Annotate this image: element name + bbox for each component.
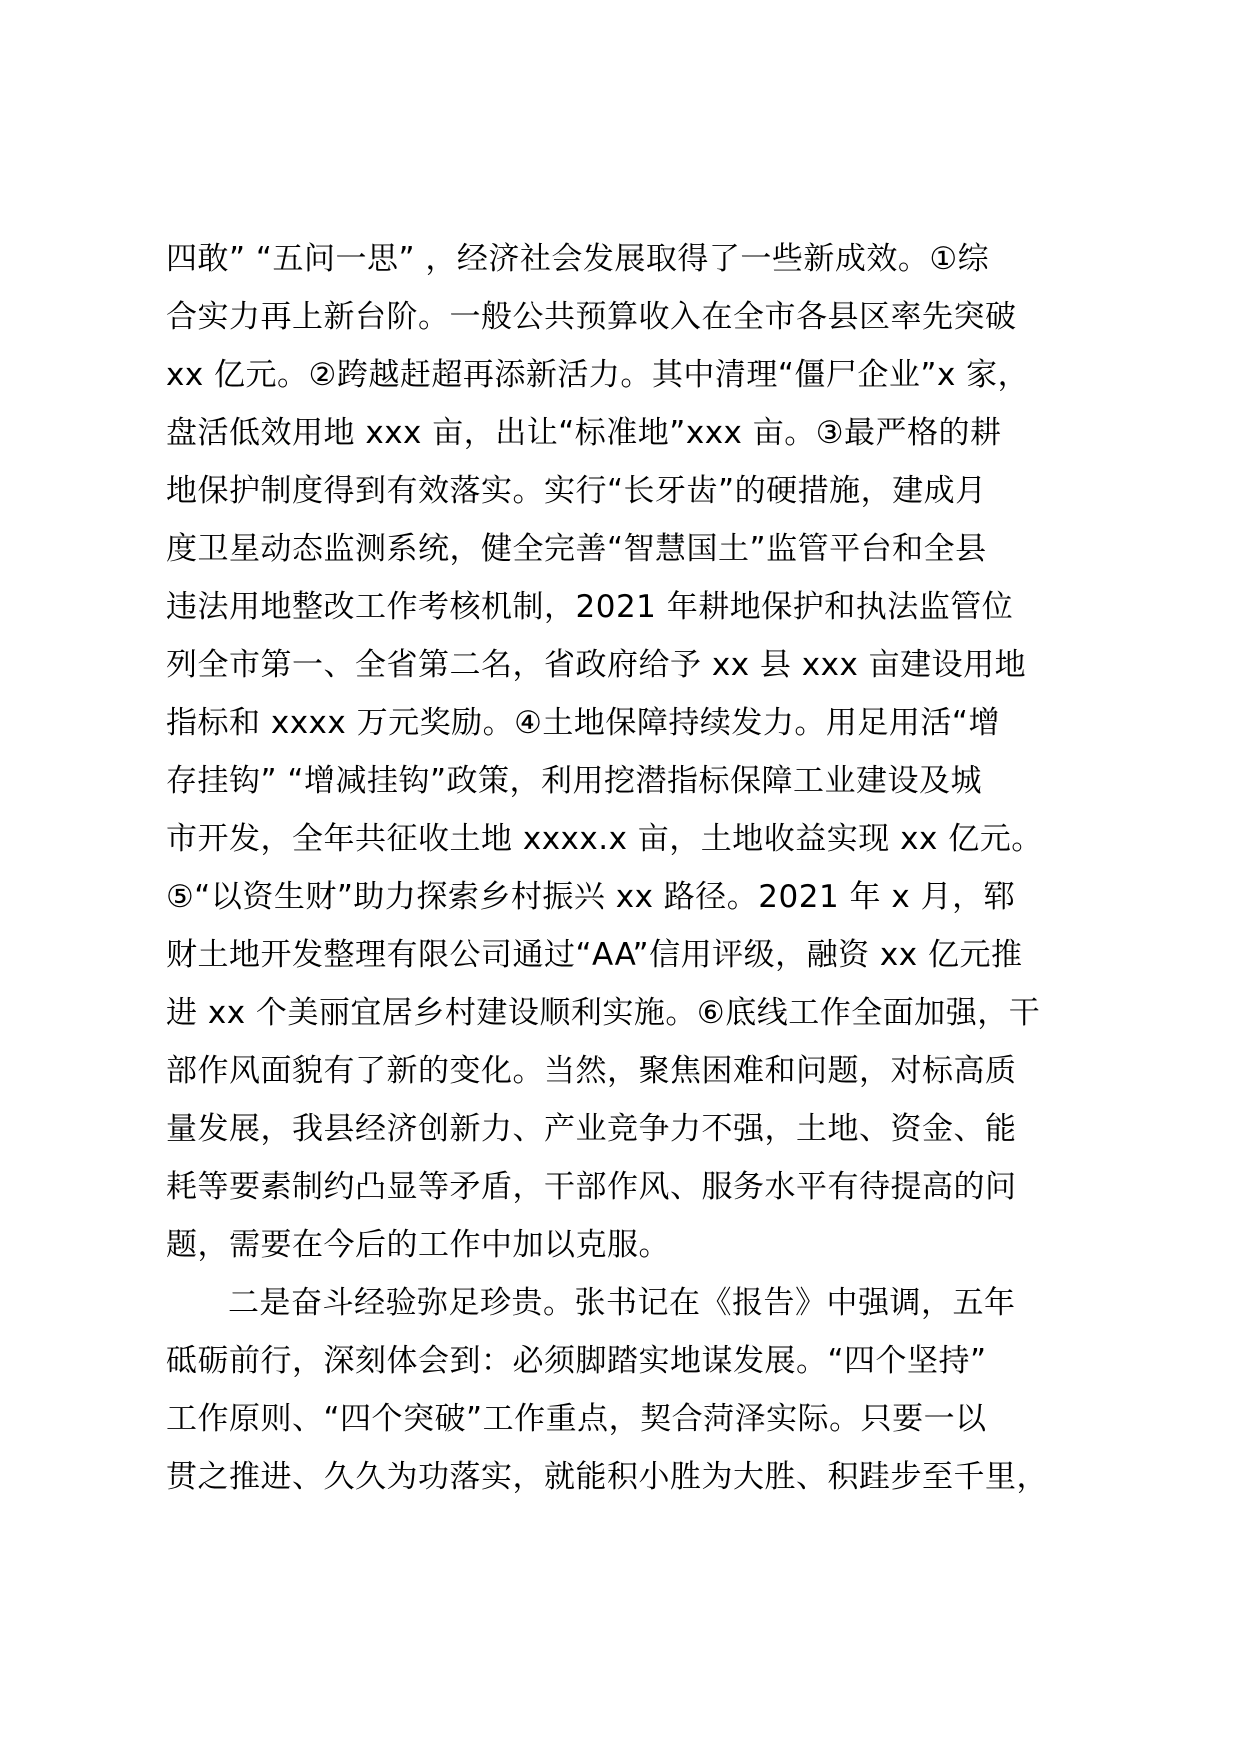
text-line-15: 部作风面貌有了新的变化。当然，聚焦困难和问题，对标高质	[166, 1053, 1017, 1089]
text-line-1: 四敢” “五问一思” ，经济社会发展取得了一些新成效。①综	[166, 241, 990, 277]
text-line-2: 合实力再上新台阶。一般公共预算收入在全市各县区率先突破	[166, 299, 1017, 335]
text-line-12: ⑤“以资生财”助力探索乡村振兴 xx 路径。2021 年 x 月，郓	[166, 879, 1016, 915]
text-line-20: 砥砺前行，深刻体会到：必须脚踏实地谋发展。“四个坚持”	[166, 1343, 987, 1379]
text-line-22: 贯之推进、久久为功落实，就能积小胜为大胜、积跬步至千里，	[166, 1459, 1048, 1495]
text-line-6: 度卫星动态监测系统，健全完善“智慧国土”监管平台和全县	[166, 531, 987, 567]
text-line-13: 财土地开发整理有限公司通过“AA”信用评级，融资 xx 亿元推	[166, 937, 1023, 973]
text-line-3: xx 亿元。②跨越赶超再添新活力。其中清理“僵尸企业”x 家，	[166, 357, 1030, 393]
text-line-10: 存挂钩” “增减挂钩”政策，利用挖潜指标保障工业建设及城	[166, 763, 983, 799]
text-line-18: 题，需要在今后的工作中加以克服。	[166, 1227, 670, 1263]
text-line-8: 列全市第一、全省第二名，省政府给予 xx 县 xxx 亩建设用地	[166, 647, 1027, 683]
text-line-14: 进 xx 个美丽宜居乡村建设顺利实施。⑥底线工作全面加强，干	[166, 995, 1041, 1031]
text-line-17: 耗等要素制约凸显等矛盾，干部作风、服务水平有待提高的问	[166, 1169, 1017, 1205]
text-line-5: 地保护制度得到有效落实。实行“长牙齿”的硬措施，建成月	[166, 473, 987, 509]
body-text	[166, 230, 1116, 1506]
text-line-7: 违法用地整改工作考核机制，2021 年耕地保护和执法监管位	[166, 589, 1014, 625]
text-line-19: 二是奋斗经验弥足珍贵。张书记在《报告》中强调，五年	[228, 1285, 1016, 1321]
text-line-11: 市开发，全年共征收土地 xxxx.x 亩，土地收益实现 xx 亿元。	[166, 821, 1043, 857]
text-line-16: 量发展，我县经济创新力、产业竞争力不强，土地、资金、能	[166, 1111, 1017, 1147]
text-line-9: 指标和 xxxx 万元奖励。④土地保障持续发力。用足用活“增	[166, 705, 1000, 741]
text-line-21: 工作原则、“四个突破”工作重点，契合菏泽实际。只要一以	[166, 1401, 987, 1437]
text-line-4: 盘活低效用地 xxx 亩，出让“标准地”xxx 亩。③最严格的耕	[166, 415, 1002, 451]
